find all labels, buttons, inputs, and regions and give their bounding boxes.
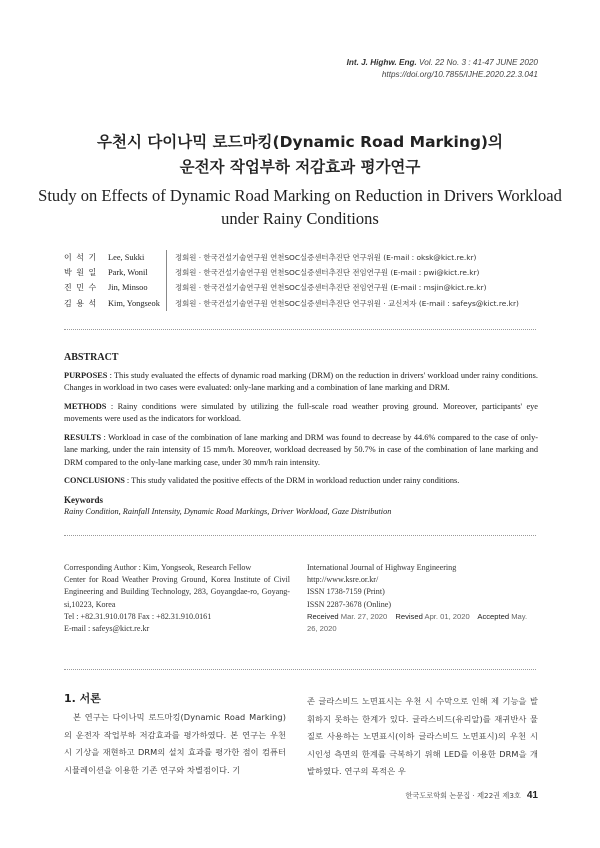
corresponding-email[interactable]: E-mail : safeys@kict.re.kr	[64, 624, 150, 634]
author-name-ko: 박 원 일	[64, 268, 98, 278]
corresponding-phone: Tel : +82.31.910.0178 Fax : +82.31.910.0161	[64, 611, 212, 621]
journal-name: International Journal of Highway Engineering	[307, 563, 457, 572]
author-row	[64, 296, 519, 311]
doi-link[interactable]: https://doi.org/10.7855/IJHE.2020.22.3.041	[381, 70, 538, 79]
author-name-en: Lee, Sukki	[108, 253, 145, 262]
keywords-heading: Keywords	[64, 494, 103, 505]
author-row	[64, 250, 519, 265]
corresponding-address: Center for Road Weather Proving Ground, Korea Institute of Civil Engineering and Building Technology, 283, Goyangdae-ro, Goyang-si,10223, Korea	[64, 575, 290, 609]
purposes-label: PURPOSES	[64, 370, 108, 380]
accepted-label: Accepted	[477, 611, 510, 621]
volume-pages: Vol. 22 No. 3 : 41-47 JUNE 2020	[419, 58, 538, 67]
korean-title-line1: 우천시 다이나믹 로드마킹(Dynamic Road Marking)의	[97, 133, 503, 151]
journal-url[interactable]: http://www.ksre.or.kr/	[307, 575, 379, 585]
abstract-methods	[64, 401, 538, 426]
author-name-ko: 이 석 기	[64, 253, 98, 262]
korean-title	[0, 130, 600, 180]
revised-date: Apr. 01, 2020	[424, 611, 470, 621]
results-label: RESULTS	[64, 432, 102, 442]
conclusions-label: CONCLUSIONS	[64, 476, 125, 485]
divider-middle	[64, 535, 536, 536]
author-row	[64, 265, 519, 280]
divider-top	[64, 329, 536, 330]
author-affiliation: 정회원 · 한국건설기술연구원 연천SOC실증센터추진단 연구위원 · 교신저자 (E-mail : safeys@kict.re.kr)	[166, 296, 519, 311]
abstract-results	[64, 432, 538, 470]
korean-title-line2: 운전자 작업부하 저감효과 평가연구	[179, 158, 421, 176]
correspondence-block	[64, 562, 290, 635]
author-affiliation: 정회원 · 한국건설기술연구원 연천SOC실증센터추진단 전임연구원 (E-mail : pwi@kict.re.kr)	[166, 265, 479, 280]
author-name-en: Jin, Minsoo	[108, 283, 148, 293]
accepted-date: May. 26, 2020	[307, 611, 528, 634]
received-label: Received	[307, 611, 339, 621]
results-text: : Workload in case of the combination of lane marking and DRM was found to decrease by 44.6% compared to the case of only-lane marking, under the rain intensity of 15 mm/h. Moreover, workload decreased by 50.7% in case of the combination of lane marking and DRM compared to the only-lane marking case, under 30 mm/h rain intensity.	[64, 432, 538, 467]
keywords-list: Rainy Condition, Rainfall Intensity, Dynamic Road Markings, Driver Workload, Gaze Distribution	[64, 507, 392, 516]
english-title	[0, 184, 600, 230]
received-date: Mar. 27, 2020	[340, 611, 388, 621]
footer-journal: 한국도로학회 논문집 · 제22권 제3호	[405, 791, 521, 800]
purposes-text: : This study evaluated the effects of dynamic road marking (DRM) on the reduction in drivers' workload under rainy conditions. Changes in workload in two cases were evaluated: only-lane marking and a combination of lane marking and DRM.	[64, 370, 538, 392]
page-footer	[405, 790, 538, 801]
journal-header	[347, 57, 538, 81]
section-heading: 1. 서론	[64, 692, 101, 705]
author-name-en: Kim, Yongseok	[108, 298, 160, 308]
methods-label: METHODS	[64, 401, 107, 411]
conclusions-text: : This study validated the positive effects of the DRM in workload reduction under rainy conditions.	[124, 476, 460, 485]
page-number: 41	[526, 790, 538, 801]
journal-title: Int. J. Highw. Eng.	[346, 58, 417, 67]
english-title-line1: Study on Effects of Dynamic Road Marking on Reduction in Drivers Workload	[38, 186, 562, 205]
revised-label: Revised	[395, 611, 423, 621]
issn-online: ISSN 2287-3678 (Online)	[307, 599, 392, 609]
author-row	[64, 280, 519, 295]
author-list	[64, 250, 519, 311]
author-name-ko: 진 민 수	[64, 283, 98, 293]
journal-info-block	[307, 562, 539, 635]
journal-citation	[347, 57, 538, 69]
author-affiliation: 정회원 · 한국건설기술연구원 연천SOC실증센터추진단 연구위원 (E-mail : oksk@kict.re.kr)	[166, 250, 476, 265]
divider-bottom	[64, 669, 536, 670]
body-column-left: 본 연구는 다이나믹 로드마킹(Dynamic Road Marking)의 운전자 작업부하 저감효과를 평가하였다. 본 연구는 우천 시 기상을 재현하고 DRM의 설치 효과를 평가한 점이 컴퓨터 시뮬레이션을 이용한 기존 연구와 차별점이다. 기	[64, 712, 286, 775]
abstract-conclusions	[64, 475, 538, 488]
author-name-en: Park, Wonil	[108, 268, 148, 278]
abstract-purposes	[64, 370, 538, 395]
body-column-right: 존 글라스비드 노면표시는 우천 시 수막으로 인해 제 기능을 발휘하지 못하는 한계가 있다. 글라스비드(유리알)를 재귀반사 물질로 사용하는 노면표시(이하 글라스비드 노면표시)의 우천 시 시인성 측면의 한계를 극복하기 위해 LED를 이용한 DRM을 개발하였다. 연구의 목적은 우	[307, 696, 538, 777]
methods-text: : Rainy conditions were simulated by utilizing the full-scale road weather proving ground. Moreover, participants' eye movements were used as the indicators for workload.	[64, 401, 538, 423]
abstract-heading: ABSTRACT	[64, 352, 119, 363]
corresponding-author: Corresponding Author : Kim, Yongseok, Research Fellow	[64, 563, 252, 572]
submission-dates	[307, 611, 539, 635]
author-name-ko: 김 용 석	[64, 298, 98, 308]
english-title-line2: under Rainy Conditions	[221, 209, 379, 228]
abstract-section	[64, 352, 538, 519]
author-affiliation: 정회원 · 한국건설기술연구원 연천SOC실증센터추진단 전임연구원 (E-mail : msjin@kict.re.kr)	[166, 280, 486, 295]
issn-print: ISSN 1738-7159 (Print)	[307, 587, 385, 597]
